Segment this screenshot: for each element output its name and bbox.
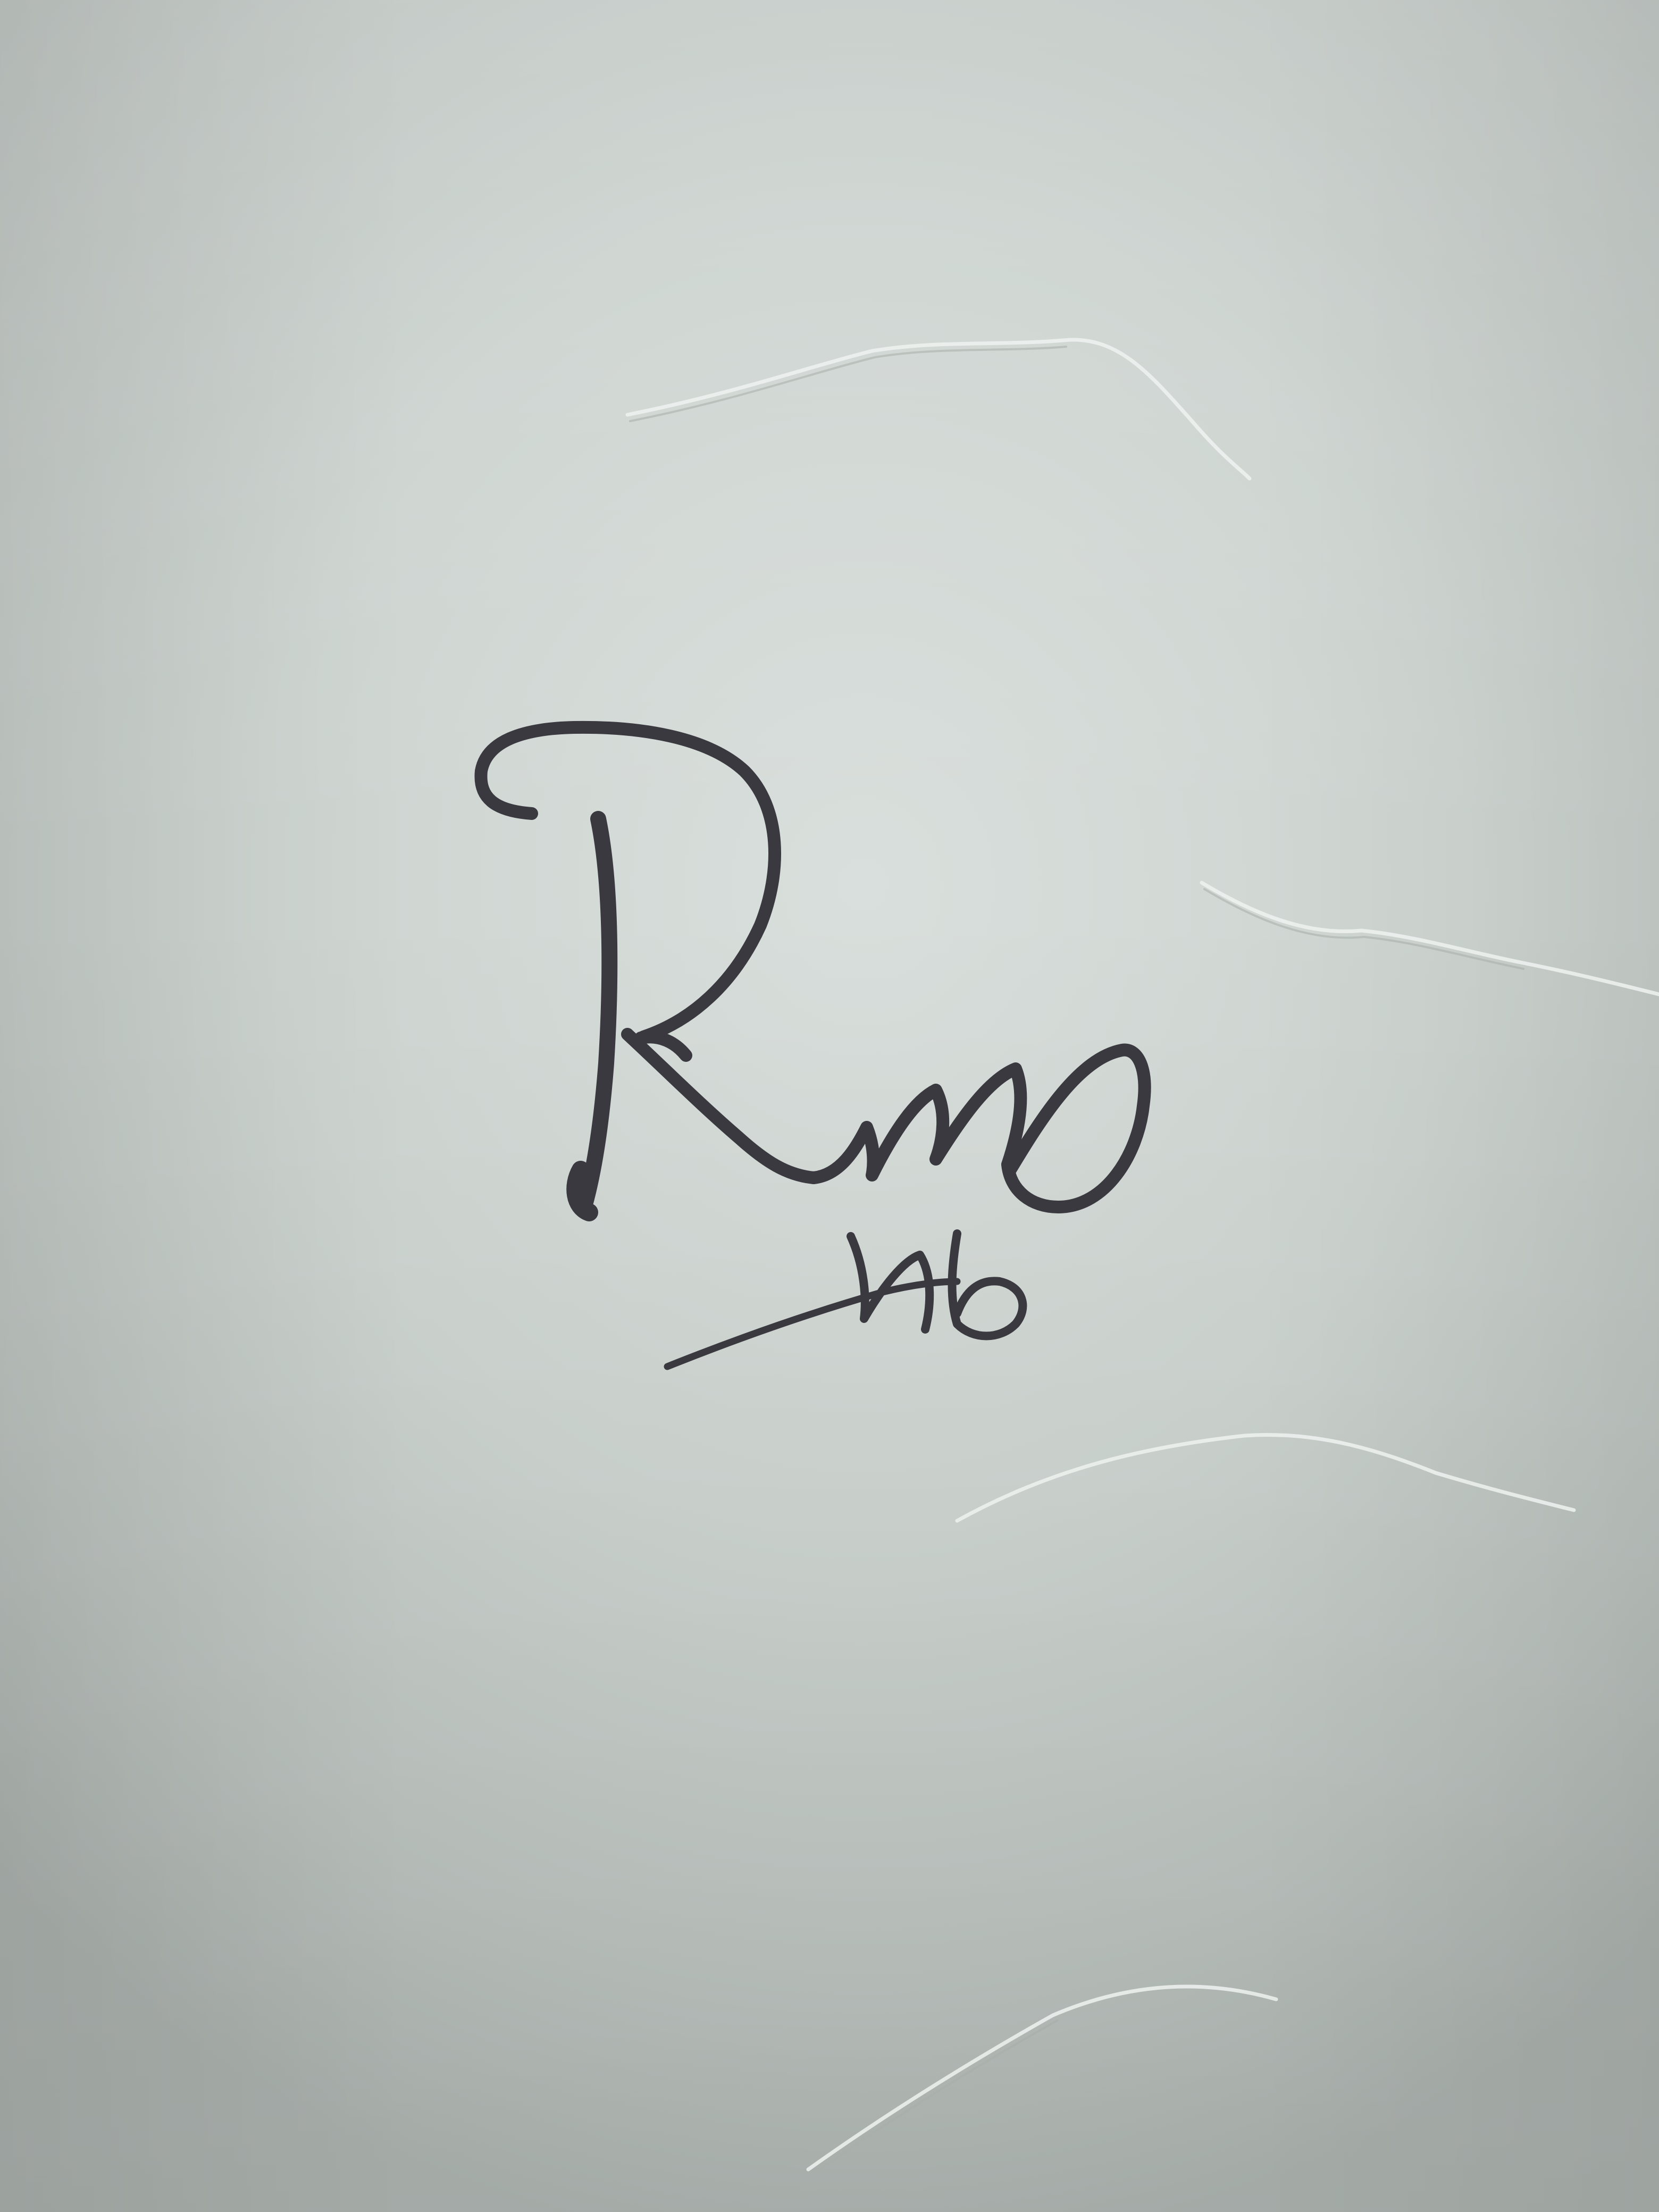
signature-r-top-hook xyxy=(481,727,775,1037)
signature-underline xyxy=(667,1281,957,1367)
signature-r-stem xyxy=(585,819,609,1204)
signature-loop xyxy=(1008,1050,1145,1207)
signature-r-leg xyxy=(627,1034,814,1178)
signature-m xyxy=(814,1069,1020,1178)
signature-b xyxy=(952,1234,1023,1336)
